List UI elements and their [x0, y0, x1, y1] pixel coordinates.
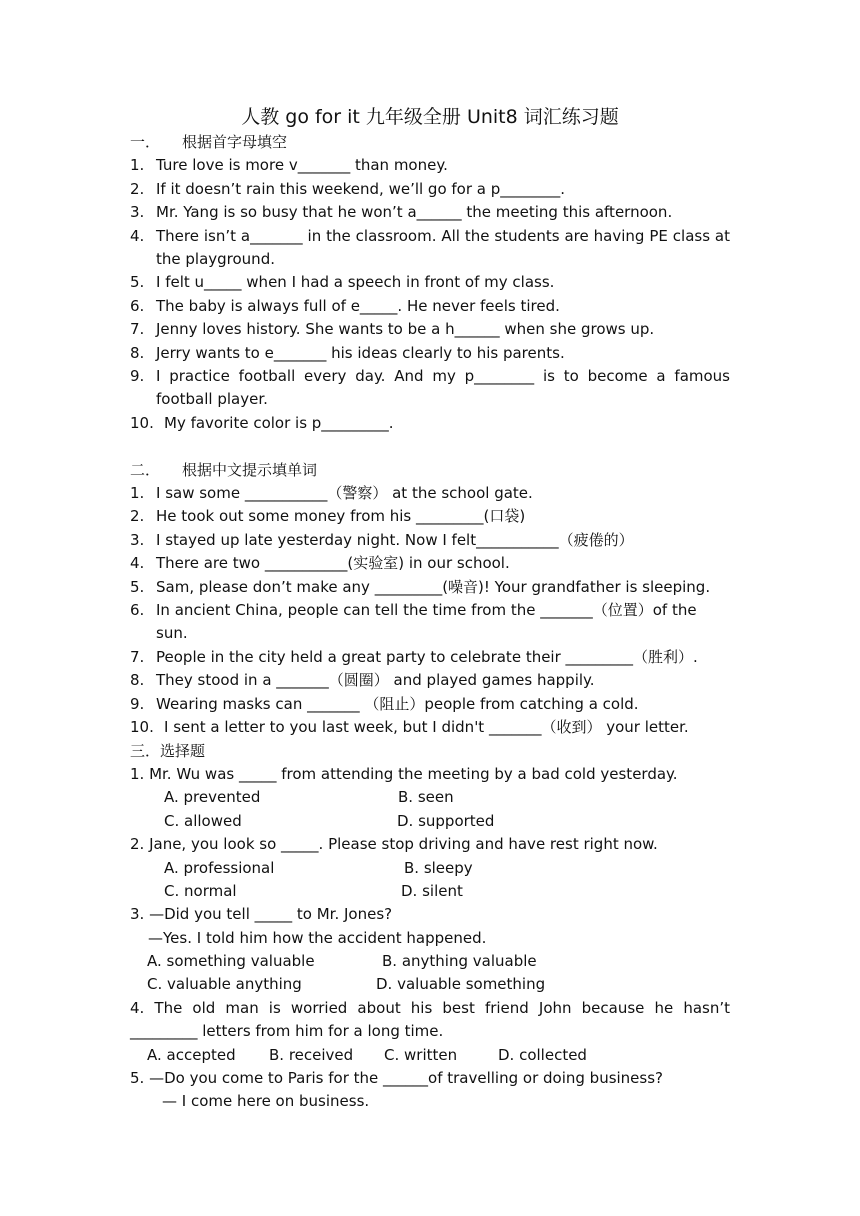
question-number: 6. — [130, 601, 145, 620]
section-1-title: 根据首字母填空 — [182, 133, 288, 151]
question-item — [130, 716, 730, 739]
question-number: 10. — [130, 413, 154, 432]
question-number: 8. — [130, 343, 145, 362]
options-row — [130, 857, 730, 880]
question-text: There isn’t a_______ in the classroom. All the students are having PE class at the playground. — [156, 226, 730, 269]
question-text: Jenny loves history. She wants to be a h______ when she grows up. — [156, 320, 655, 339]
option-d: D. silent — [401, 881, 463, 900]
question-item — [130, 646, 730, 669]
question-text: I felt u_____ when I had a speech in front of my class. — [156, 273, 555, 292]
option-d: D. collected — [498, 1045, 587, 1064]
question-text: My favorite color is p_________. — [164, 413, 394, 432]
question-number: 8. — [130, 671, 145, 690]
question-text: I practice football every day. And my p________ is to become a famous football player. — [156, 367, 730, 409]
section-3-heading: 三．选择题 — [130, 741, 206, 760]
question-item — [130, 412, 730, 435]
options-row — [130, 880, 730, 903]
option-b: B. received — [269, 1045, 354, 1064]
section-2-heading — [130, 459, 730, 482]
question-item — [130, 201, 730, 224]
question-item — [130, 318, 730, 341]
question-text: Wearing masks can _______ （阻止）people from catching a cold. — [156, 694, 639, 713]
option-d: D. valuable something — [376, 975, 546, 994]
question-item — [130, 599, 730, 646]
question-stem: 4. The old man is worried about his best friend John because he hasn’t _________ letters from him for a long time. — [130, 998, 730, 1041]
question-item — [130, 295, 730, 318]
question-number: 7. — [130, 320, 145, 339]
question-number: 3. — [130, 530, 145, 549]
question-text: People in the city held a great party to celebrate their _________（胜利）. — [156, 647, 698, 666]
question-text: I saw some ___________（警察） at the school gate. — [156, 484, 533, 503]
question-item — [130, 669, 730, 692]
question-number: 2. — [130, 507, 145, 526]
question-text: The baby is always full of e_____. He never feels tired. — [156, 296, 560, 315]
question-number: 5. — [130, 273, 145, 292]
option-a: A. prevented — [164, 788, 261, 807]
option-a: A. something valuable — [147, 952, 315, 971]
question-number: 4. — [130, 554, 145, 573]
question-text: Sam, please don’t make any _________(噪音)! Your grandfather is sleeping. — [156, 577, 711, 596]
section-1-number: 一． — [130, 133, 161, 151]
question-text: There are two ___________(实验室) in our school. — [156, 554, 510, 573]
question-number: 1. — [130, 484, 145, 503]
dialogue-reply: — I come here on business. — [162, 1092, 370, 1111]
question-text: In ancient China, people can tell the time from the _______（位置）of the sun. — [156, 601, 697, 643]
question-number: 3. — [130, 203, 145, 222]
question-stem: 5. —Do you come to Paris for the ______of travelling or doing business? — [130, 1069, 664, 1088]
question-item — [130, 342, 730, 365]
question-number: 5. — [130, 577, 145, 596]
question-text: I sent a letter to you last week, but I didn't _______（收到） your letter. — [164, 718, 689, 737]
question-stem: 3. —Did you tell _____ to Mr. Jones? — [130, 905, 393, 924]
option-b: B. sleepy — [404, 858, 473, 877]
question-item — [130, 576, 730, 599]
options-row — [130, 810, 730, 833]
option-c: C. normal — [164, 881, 237, 900]
question-text: I stayed up late yesterday night. Now I felt___________（疲倦的） — [156, 530, 634, 549]
option-a: A. professional — [164, 858, 275, 877]
question-number: 2. — [130, 179, 145, 198]
option-a: A. accepted — [147, 1045, 236, 1064]
document-title: 人教 go for it 九年级全册 Unit8 词汇练习题 — [241, 106, 619, 128]
option-b: B. seen — [398, 788, 454, 807]
options-row — [130, 1044, 730, 1067]
section-1-heading — [130, 131, 730, 154]
question-number: 10. — [130, 718, 154, 737]
option-c: C. written — [384, 1045, 458, 1064]
question-number: 4. — [130, 226, 145, 245]
options-row — [130, 950, 730, 973]
question-item — [130, 693, 730, 716]
options-row — [130, 973, 730, 996]
question-item — [130, 482, 730, 505]
question-item — [130, 529, 730, 552]
question-item — [130, 505, 730, 528]
question-item — [130, 365, 730, 412]
question-text: If it doesn’t rain this weekend, we’ll go for a p________. — [156, 179, 566, 198]
question-text: Mr. Yang is so busy that he won’t a______ the meeting this afternoon. — [156, 203, 673, 222]
dialogue-reply: —Yes. I told him how the accident happened. — [148, 928, 487, 947]
option-d: D. supported — [397, 811, 495, 830]
question-number: 7. — [130, 647, 145, 666]
spacer — [130, 435, 730, 458]
question-text: They stood in a _______（圆圈） and played games happily. — [156, 671, 595, 690]
question-item — [130, 271, 730, 294]
question-stem: 2. Jane, you look so _____. Please stop driving and have rest right now. — [130, 835, 658, 854]
question-item — [130, 225, 730, 272]
option-c: C. allowed — [164, 811, 242, 830]
option-c: C. valuable anything — [147, 975, 302, 994]
question-text: Ture love is more v_______ than money. — [156, 156, 448, 175]
option-b: B. anything valuable — [382, 952, 537, 971]
question-item — [130, 154, 730, 177]
section-2-number: 二． — [130, 460, 161, 479]
question-number: 6. — [130, 296, 145, 315]
exercise-content — [130, 131, 730, 1114]
question-item — [130, 178, 730, 201]
question-number: 1. — [130, 156, 145, 175]
question-text: Jerry wants to e_______ his ideas clearly to his parents. — [156, 343, 565, 362]
question-text: He took out some money from his _________(口袋) — [156, 507, 526, 526]
options-row — [130, 786, 730, 809]
question-stem: 1. Mr. Wu was _____ from attending the meeting by a bad cold yesterday. — [130, 764, 678, 783]
section-2-title: 根据中文提示填单词 — [182, 460, 318, 479]
question-item — [130, 552, 730, 575]
question-number: 9. — [130, 694, 145, 713]
question-number: 9. — [130, 367, 145, 386]
